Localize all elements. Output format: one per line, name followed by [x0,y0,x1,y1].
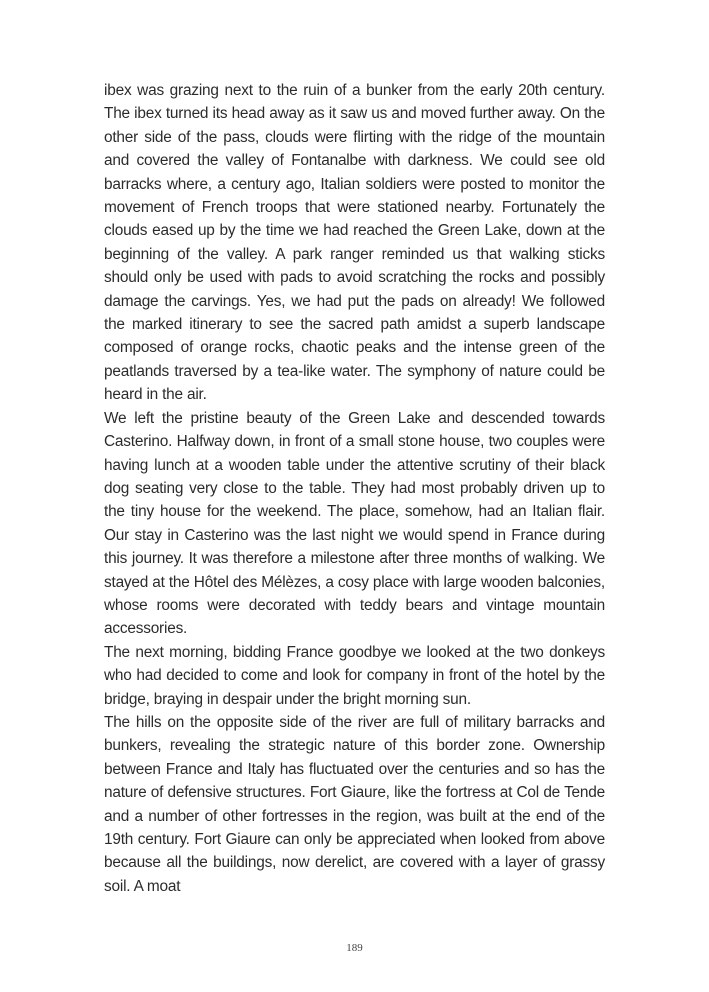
body-text [104,79,605,898]
page-number: 189 [346,942,363,954]
paragraph-donkeys: The next morning, bidding France goodbye we looked at the two donkeys who had decided to come and look for company in front of the hotel by the bridge, braying in despair under the bright morning sun. [104,643,605,708]
paragraph-ibex: ibex was grazing next to the ruin of a bunker from the early 20th century. The ibex turned its head away as it saw us and moved further away. On the other side of the pass, clouds were flirting with the ridge of the mountain and covered the valley of Fontanalbe with darkness. We could see old barracks where, a century ago, Italian soldiers were posted to monitor the movement of French troops that were stationed nearby. Fortunately the clouds eased up by the time we had reached the Green Lake, down at the beginning of the valley. A park ranger reminded us that walking sticks should only be used with pads to avoid scratching the rocks and possibly damage the carvings. Yes, we had put the pads on already! We followed the marked itinerary to see the sacred path amidst a superb landscape composed of orange rocks, chaotic peaks and the intense green of the peatlands traversed by a tea-like water. The symphony of nature could be heard in the air. [104,82,605,404]
paragraph-fortresses: The hills on the opposite side of the river are full of military barracks and bunkers, revealing the strategic nature of this border zone. Ownership between France and Italy has fluctuated over the centuries and so has the nature of defensive structures. Fort Giaure, like the fortress at Col de Tende and a number of other fortresses in the region, was built at the end of the 19th century. Fort Giaure can only be appreciated when looked from above because all the buildings, now derelict, are covered with a layer of grassy soil. A moat [104,713,605,895]
paragraph-casterino: We left the pristine beauty of the Green Lake and descended towards Casterino. Halfway down, in front of a small stone house, two couples were having lunch at a wooden table under the attentive scrutiny of their black dog seating very close to the table. They had most probably driven up to the tiny house for the weekend. The place, somehow, had an Italian flair. Our stay in Casterino was the last night we would spend in France during this journey. It was therefore a milestone after three months of walking. We stayed at the Hôtel des Mélèzes, a cosy place with large wooden balconies, whose rooms were decorated with teddy bears and vintage mountain accessories. [104,409,605,638]
